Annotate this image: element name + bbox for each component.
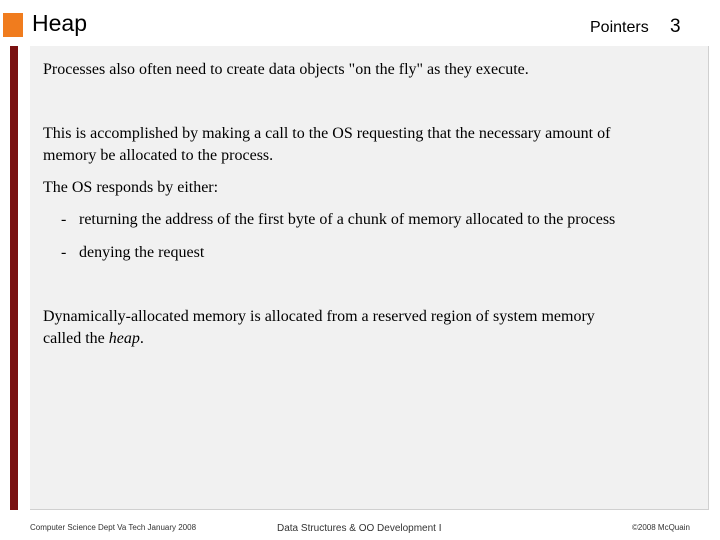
heap-term: heap — [108, 330, 140, 347]
slide-topic: Pointers — [590, 19, 649, 36]
content-panel — [30, 46, 709, 510]
bullet-item-return-address: returning the address of the first byte of a chunk of memory allocated to the process — [79, 211, 616, 228]
bullet-marker: - — [61, 244, 67, 261]
footer-right: ©2008 McQuain — [632, 523, 690, 532]
paragraph-os-call-line2: memory be allocated to the process. — [43, 147, 274, 164]
slide-title: Heap — [32, 10, 87, 36]
page-number: 3 — [670, 16, 681, 37]
paragraph-os-responds: The OS responds by either: — [43, 179, 219, 196]
footer-left: Computer Science Dept Va Tech January 2008 — [30, 523, 197, 532]
bullet-marker: - — [61, 211, 67, 228]
paragraph-heap-line2 — [43, 328, 144, 350]
paragraph-heap-line1: Dynamically-allocated memory is allocated from a reserved region of system memory — [43, 308, 595, 325]
heap-suffix: . — [139, 330, 144, 347]
paragraph-os-call-line1: This is accomplished by making a call to the OS requesting that the necessary amount of — [43, 125, 611, 142]
heap-prefix: called the — [43, 330, 109, 347]
paragraph-processes: Processes also often need to create data objects "on the fly" as they execute. — [43, 61, 529, 78]
left-accent-bar — [10, 46, 18, 510]
bullet-item-deny: denying the request — [79, 244, 205, 261]
footer-center: Data Structures & OO Development I — [277, 523, 442, 534]
title-accent-square — [3, 13, 23, 37]
